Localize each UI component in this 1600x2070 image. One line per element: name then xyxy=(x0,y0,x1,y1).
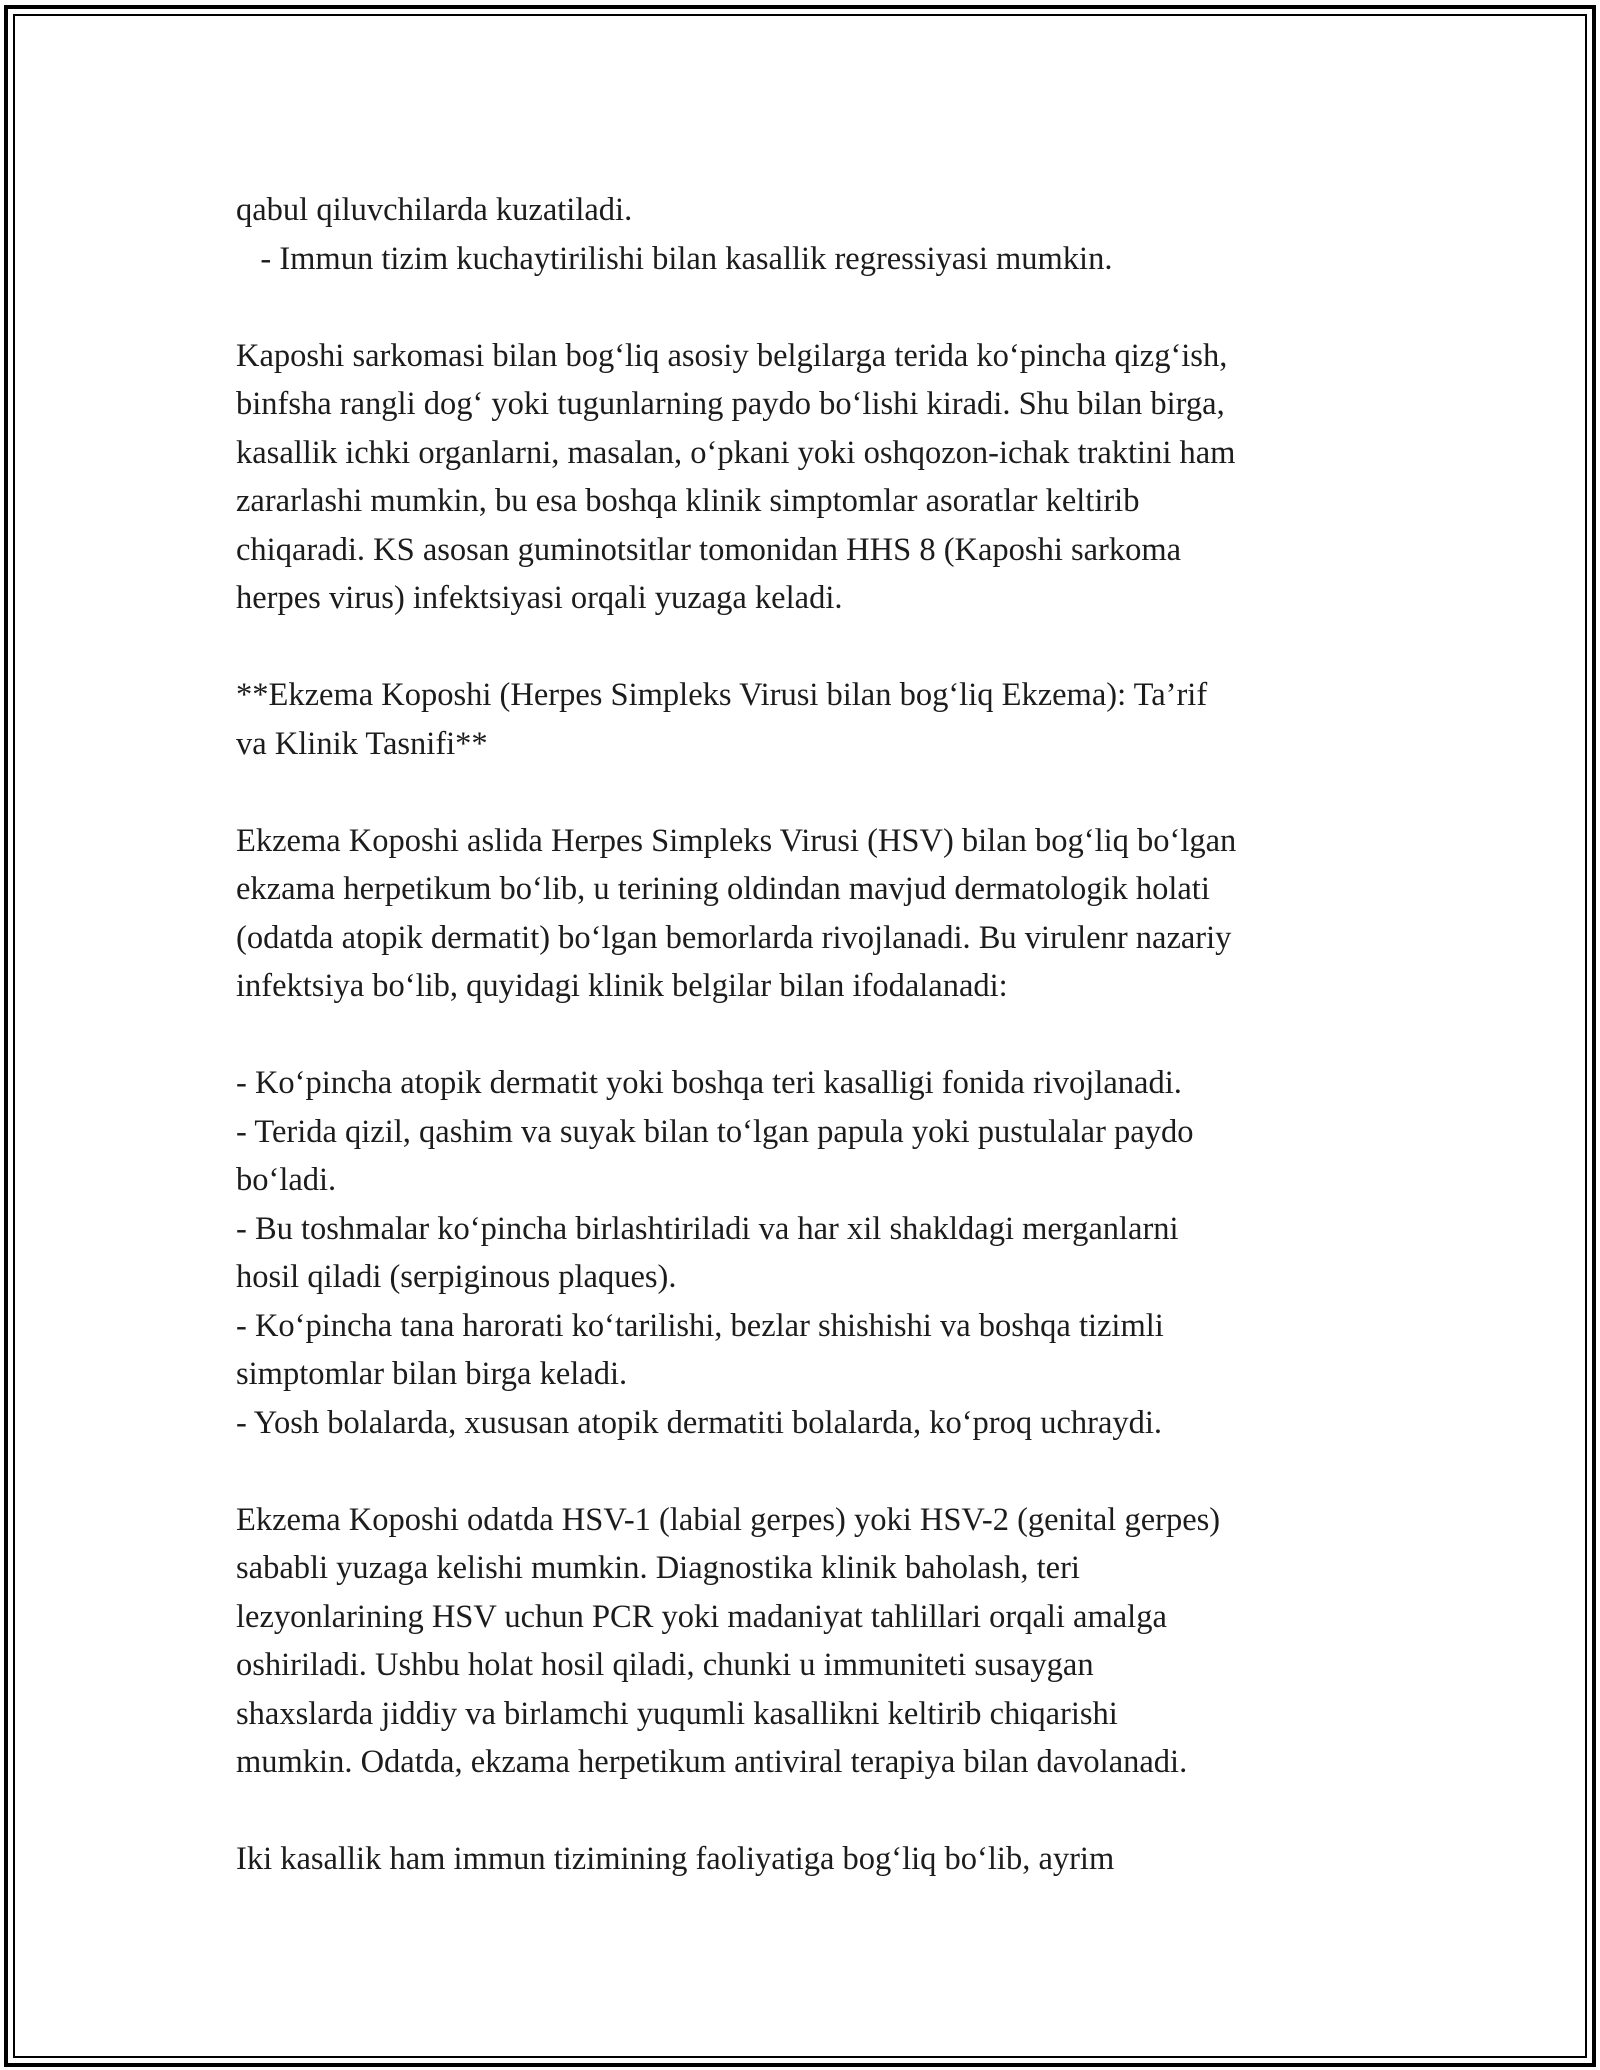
heading-line: va Klinik Tasnifi** xyxy=(236,725,488,762)
text-line: binfsha rangli dog‘ yoki tugunlarning paydo bo‘lishi kiradi. Shu bilan birga, xyxy=(236,386,1225,422)
paragraph-conclusion xyxy=(236,1835,1386,1884)
paragraph-gap xyxy=(236,1447,1386,1496)
text-line: lezyonlarining HSV uchun PCR yoki madaniyat tahlillari orqali amalga xyxy=(236,1598,1167,1635)
text-line: qabul qiluvchilarda kuzatiladi. xyxy=(236,192,633,228)
clinical-signs-list xyxy=(236,1059,1386,1447)
text-line: shaxslarda jiddiy va birlamchi yuqumli kasallikni keltirib chiqarishi xyxy=(236,1695,1118,1732)
paragraph-kaposi-sarcoma xyxy=(236,332,1386,623)
text-line: (odatda atopik dermatit) bo‘lgan bemorlarda rivojlanadi. Bu virulenr nazariy xyxy=(236,919,1232,956)
paragraph-diagnostics xyxy=(236,1496,1386,1787)
text-line: zararlashi mumkin, bu esa boshqa klinik simptomlar asoratlar keltirib xyxy=(236,483,1140,519)
text-line: - Immun tizim kuchaytirilishi bilan kasallik regressiyasi mumkin. xyxy=(236,240,1113,277)
list-item-line: - Yosh bolalarda, xususan atopik dermatiti bolalarda, ko‘proq uchraydi. xyxy=(236,1404,1163,1441)
text-line: Iki kasallik ham immun tizimining faoliyatiga bog‘liq bo‘lib, ayrim xyxy=(236,1841,1115,1877)
list-item-line: - Terida qizil, qashim va suyak bilan to‘lgan papula yoki pustulalar paydo xyxy=(236,1113,1194,1150)
paragraph-gap xyxy=(236,768,1386,817)
text-line: kasallik ichki organlarni, masalan, o‘pkani yoki oshqozon-ichak traktini ham xyxy=(236,434,1236,471)
document-body xyxy=(236,186,1386,1884)
paragraph-gap xyxy=(236,1011,1386,1060)
list-item-line: - Ko‘pincha tana harorati ko‘tarilishi, bezlar shishishi va boshqa tizimli xyxy=(236,1307,1164,1344)
paragraph-gap xyxy=(236,1787,1386,1836)
heading-line: **Ekzema Koposhi (Herpes Simpleks Virusi bilan bog‘liq Ekzema): Ta’rif xyxy=(236,677,1208,713)
text-line: Ekzema Koposhi aslida Herpes Simpleks Virusi (HSV) bilan bog‘liq bo‘lgan xyxy=(236,822,1237,859)
text-line: Kaposhi sarkomasi bilan bog‘liq asosiy belgilarga terida ko‘pincha qizg‘ish, xyxy=(236,337,1228,374)
text-line: oshiriladi. Ushbu holat hosil qiladi, chunki u immuniteti susaygan xyxy=(236,1647,1094,1683)
list-item-line: simptomlar bilan birga keladi. xyxy=(236,1356,628,1392)
paragraph-eczema-definition xyxy=(236,817,1386,1011)
paragraph-gap xyxy=(236,283,1386,332)
text-line: sababli yuzaga kelishi mumkin. Diagnostika klinik baholash, teri xyxy=(236,1550,1080,1586)
paragraph-continuation xyxy=(236,186,1386,283)
section-heading-eczema-kaposi xyxy=(236,671,1386,768)
text-line: chiqaradi. KS asosan guminotsitlar tomonidan HHS 8 (Kaposhi sarkoma xyxy=(236,531,1182,568)
list-item-line: hosil qiladi (serpiginous plaques). xyxy=(236,1259,677,1295)
paragraph-gap xyxy=(236,623,1386,672)
text-line: ekzama herpetikum bo‘lib, u terining oldindan mavjud dermatologik holati xyxy=(236,871,1210,907)
list-item-line: bo‘ladi. xyxy=(236,1162,337,1198)
list-item-line: - Bu toshmalar ko‘pincha birlashtiriladi va har xil shakldagi merganlarni xyxy=(236,1210,1179,1247)
text-line: herpes virus) infektsiyasi orqali yuzaga keladi. xyxy=(236,580,843,616)
text-line: Ekzema Koposhi odatda HSV-1 (labial gerpes) yoki HSV-2 (genital gerpes) xyxy=(236,1501,1221,1538)
text-line: infektsiya bo‘lib, quyidagi klinik belgilar bilan ifodalanadi: xyxy=(236,968,1008,1004)
list-item-line: - Ko‘pincha atopik dermatit yoki boshqa teri kasalligi fonida rivojlanadi. xyxy=(236,1065,1182,1101)
text-line: mumkin. Odatda, ekzama herpetikum antiviral terapiya bilan davolanadi. xyxy=(236,1744,1188,1780)
